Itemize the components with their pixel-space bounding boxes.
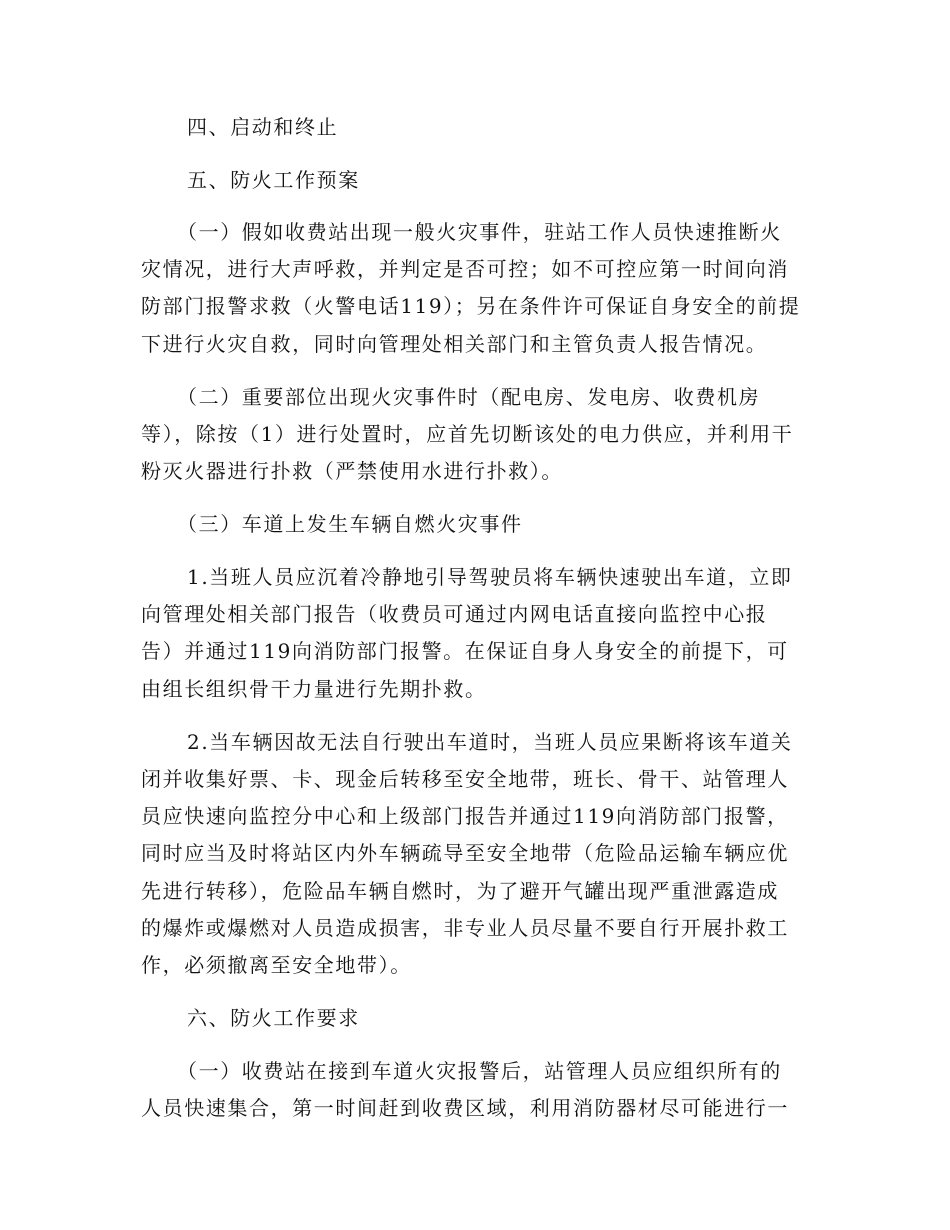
list-item-line: 向管理处相关部门报告（收费员可通过内网电话直接向监控中心报 xyxy=(141,602,768,626)
paragraph-line: 灾情况，进行大声呼救，并判定是否可控；如不可控应第一时间向消 xyxy=(141,257,789,281)
section-heading-5: 五、防火工作预案 xyxy=(187,168,360,192)
list-item-line: 先进行转移），危险品车辆自燃时，为了避开气罐出现严重泄露造成 xyxy=(141,879,779,903)
subsection-heading: （三）车道上发生车辆自燃火灾事件 xyxy=(177,512,523,536)
list-item-line: 员应快速向监控分中心和上级部门报告并通过119向消防部门报警， xyxy=(141,804,789,828)
list-item-line: 作，必须撤离至安全地带）。 xyxy=(141,953,412,977)
paragraph-line: 人员快速集合，第一时间赶到收费区域，利用消防器材尽可能进行一 xyxy=(141,1096,789,1120)
section-heading-4: 四、启动和终止 xyxy=(187,115,339,139)
list-item-line: 由组长组织骨干力量进行先期扑救。 xyxy=(141,677,487,701)
paragraph-line: （一）收费站在接到车道火灾报警后，站管理人员应组织所有的 xyxy=(177,1059,782,1083)
paragraph-line: 防部门报警求救（火警电话119）；另在条件许可保证自身安全的前提 xyxy=(141,294,801,318)
list-item-line: 告）并通过119向消防部门报警。在保证自身人身安全的前提下，可 xyxy=(141,639,789,663)
paragraph-line: （二）重要部位出现火灾事件时（配电房、发电房、收费机房 xyxy=(177,385,761,409)
list-item-line: 1.当班人员应沉着冷静地引导驾驶员将车辆快速驶出车道，立即 xyxy=(187,565,793,589)
section-heading-6: 六、防火工作要求 xyxy=(187,1006,360,1030)
paragraph-line: 下进行火灾自救，同时向管理处相关部门和主管负责人报告情况。 xyxy=(141,332,768,356)
list-item-line: 的爆炸或爆燃对人员造成损害，非专业人员尽量不要自行开展扑救工 xyxy=(141,916,789,940)
list-item-line: 2.当车辆因故无法自行驶出车道时，当班人员应果断将该车道关 xyxy=(187,730,793,754)
paragraph-line: 粉灭火器进行扑救（严禁使用水进行扑救）。 xyxy=(141,459,563,483)
paragraph-line: （一）假如收费站出现一般火灾事件，驻站工作人员快速推断火 xyxy=(177,220,782,244)
paragraph-line: 等），除按（1）进行处置时，应首先切断该处的电力供应，并利用干 xyxy=(141,422,794,446)
list-item-line: 同时应当及时将站区内外车辆疏导至安全地带（危险品运输车辆应优 xyxy=(141,841,789,865)
list-item-line: 闭并收集好票、卡、现金后转移至安全地带，班长、骨干、站管理人 xyxy=(141,767,789,791)
